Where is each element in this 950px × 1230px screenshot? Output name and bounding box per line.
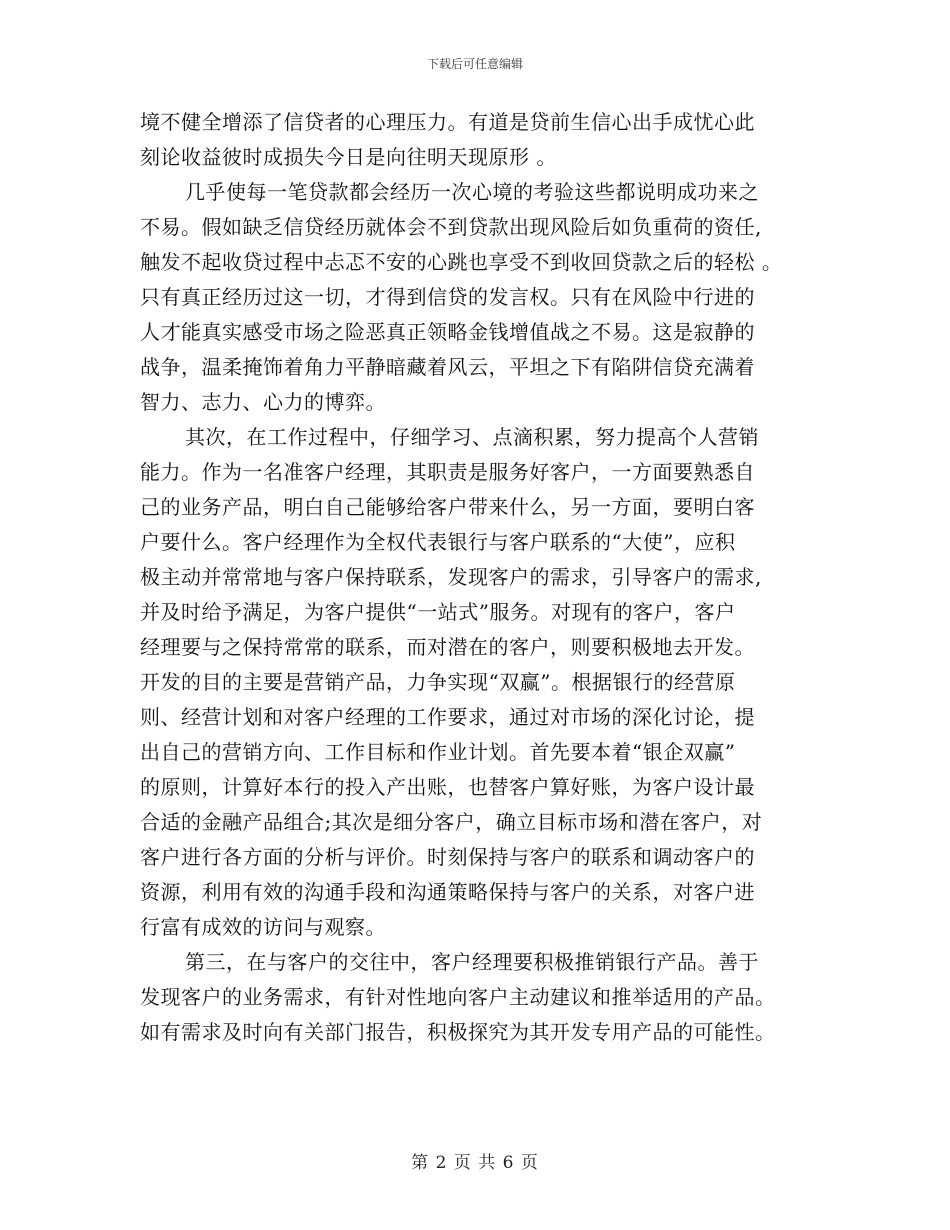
text-line: 触发不起收贷过程中忐忑不安的心跳也享受不到收回贷款之后的轻松 。 [140, 250, 783, 274]
text-line: 客户进行各方面的分析与评价。时刻保持与客户的联系和调动客户的 [140, 845, 755, 869]
text-line: 人才能真实感受市场之险恶真正领略金钱增值战之不易。这是寂静的 [140, 320, 755, 344]
paragraph-4 [140, 945, 820, 1050]
text-line: 己的业务产品，明白自己能够给客户带来什么，另一方面，要明白客 [140, 495, 755, 519]
text-line: 开发的目的主要是营销产品，力争实现“双赢”。根据银行的经营原 [140, 670, 736, 694]
text-line: 如有需求及时向有关部门报告，积极探究为其开发专用产品的可能性。 [140, 1020, 776, 1044]
text-line: 户要什么。客户经理作为全权代表银行与客户联系的“大使”，应积 [140, 530, 736, 554]
text-line: 发现客户的业务需求，有针对性地向客户主动建议和推举适用的产品。 [140, 985, 776, 1009]
text-line: 则、经营计划和对客户经理的工作要求，通过对市场的深化讨论，提 [140, 705, 755, 729]
page-header: 下载后可任意编辑 [426, 57, 523, 71]
paragraph-1 [140, 105, 820, 175]
text-line: 境不健全增添了信贷者的心理压力。有道是贷前生信心出手成忧心此 [140, 110, 755, 134]
text-line: 第三，在与客户的交往中，客户经理要积极推销银行产品。善于 [185, 950, 759, 974]
page-number: 第 2 页 共 6 页 [411, 1153, 539, 1173]
text-line: 经理要与之保持常常的联系，而对潜在的客户，则要积极地去开发。 [140, 635, 755, 659]
text-line: 行富有成效的访问与观察。 [140, 915, 386, 939]
document-body [140, 105, 820, 1050]
text-line: 能力。作为一名准客户经理，其职责是服务好客户，一方面要熟悉自 [140, 460, 755, 484]
text-line: 战争，温柔掩饰着角力平静暗藏着风云，平坦之下有陷阱信贷充满着 [140, 355, 755, 379]
text-line: 其次，在工作过程中，仔细学习、点滴积累，努力提高个人营销 [185, 425, 759, 449]
text-line: 不易。假如缺乏信贷经历就体会不到贷款出现风险后如负重荷的资任, [140, 215, 762, 239]
paragraph-3 [140, 420, 820, 945]
text-line: 资源，利用有效的沟通手段和沟通策略保持与客户的关系，对客户进 [140, 880, 755, 904]
text-line: 只有真正经历过这一切，才得到信贷的发言权。只有在风险中行进的 [140, 285, 755, 309]
text-line: 智力、志力、心力的博弈。 [140, 390, 386, 414]
text-line: 并及时给予满足，为客户提供“一站式”服务。对现有的客户，客户 [140, 600, 736, 624]
text-line: 出自己的营销方向、工作目标和作业计划。首先要本着“银企双赢” [140, 740, 736, 764]
text-line: 极主动并常常地与客户保持联系，发现客户的需求，引导客户的需求, [140, 565, 762, 589]
text-line: 刻论收益彼时成损失今日是向往明天现原形 。 [140, 145, 557, 169]
paragraph-2 [140, 175, 820, 420]
text-line: 的原则，计算好本行的投入产出账，也替客户算好账，为客户设计最 [140, 775, 755, 799]
text-line: 合适的金融产品组合;其次是细分客户，确立目标市场和潜在客户，对 [140, 810, 763, 834]
text-line: 几乎使每一笔贷款都会经历一次心境的考验这些都说明成功来之 [185, 180, 759, 204]
